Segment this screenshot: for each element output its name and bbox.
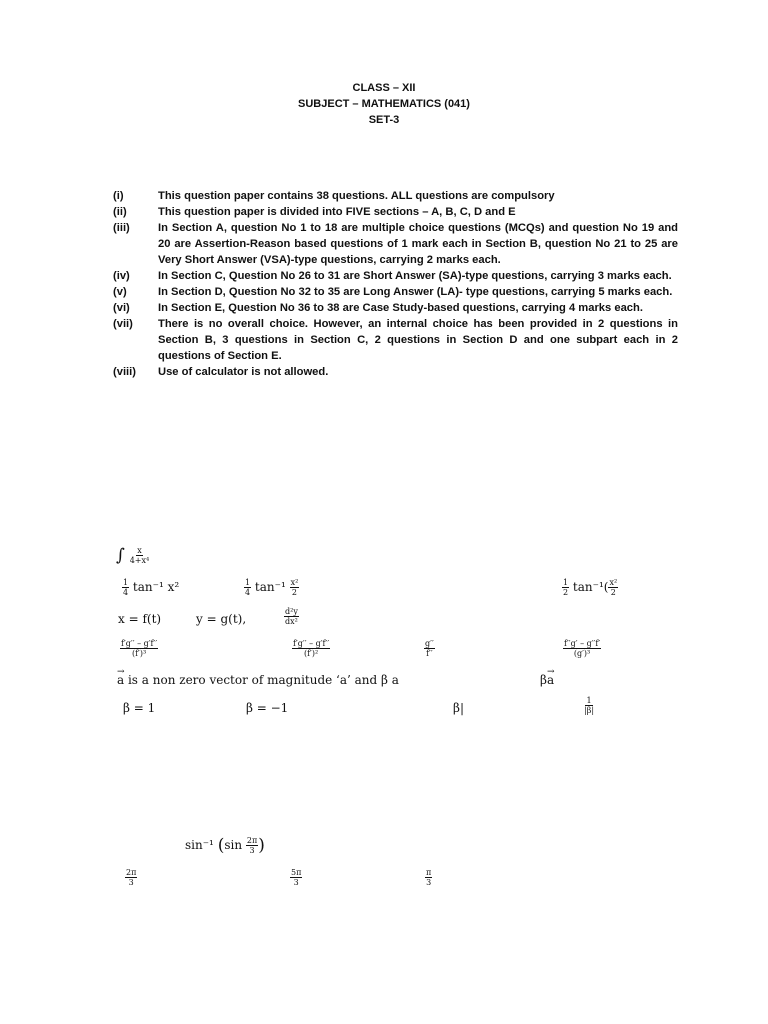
q2-option-a: $\frac{f'g'' - g'f''}{\text{(f′)³}}$ xyxy=(121,639,158,658)
q2-derivative: $\frac{\text{d²y}}{\text{dx²}}$ xyxy=(285,607,298,626)
q3-option-d: $\frac{1}{|\beta|}$ xyxy=(584,696,595,715)
vector-a: → a xyxy=(117,673,124,687)
q2-option-c: $\frac{g''}{f''}$ xyxy=(425,639,434,658)
header-set: SET-3 xyxy=(368,114,400,126)
instruction-item xyxy=(113,316,678,364)
instruction-text: In Section E, Question No 36 to 38 are Case Study-based questions, carrying 4 marks each. xyxy=(158,302,643,314)
instruction-number: (vi) xyxy=(113,302,130,314)
q1-option-b: $\frac{1}{4}$ tan⁻¹ $\frac{\text{x²}}{2}$ xyxy=(245,578,299,597)
q4-stem: sin⁻¹ (sin $\frac{2\pi}{3}$ ) xyxy=(185,835,265,856)
q1-stem xyxy=(116,546,150,565)
q3-option-b: β = −1 xyxy=(246,701,289,715)
instruction-number: (viii) xyxy=(113,366,136,378)
instruction-item xyxy=(113,220,678,268)
q1-option-d: $\frac{1}{2}$ tan⁻¹( $\frac{\text{x²}}{2}$ xyxy=(563,578,618,597)
q3-option-c: β| xyxy=(453,701,464,715)
instruction-text: In Section C, Question No 26 to 31 are Short Answer (SA)-type questions, carrying 3 marks each. xyxy=(158,270,672,282)
instruction-item xyxy=(113,300,678,316)
instruction-item xyxy=(113,188,678,204)
instruction-text: This question paper contains 38 questions. ALL questions are compulsory xyxy=(158,190,555,202)
header-subject: SUBJECT – MATHEMATICS (041) xyxy=(298,98,470,110)
header-class: CLASS – XII xyxy=(352,82,416,94)
q3-beta-a: β→ a xyxy=(540,673,554,687)
instruction-item xyxy=(113,284,678,300)
instruction-number: (ii) xyxy=(113,206,127,218)
instruction-item xyxy=(113,268,678,284)
instruction-text: Use of calculator is not allowed. xyxy=(158,366,329,378)
q3-stem: → a is a non zero vector of magnitude ‘a’ and β a xyxy=(117,673,399,687)
instruction-text: In Section D, Question No 32 to 35 are Long Answer (LA)- type questions, carrying 5 marks each. xyxy=(158,286,673,298)
instruction-text: In Section A, question No 1 to 18 are multiple choice questions (MCQs) and question No 19 and 20 are Assertion-Reason based questions of 1 mark each in Section B, question No 21 to 25 are Very Short Answer (VSA)-type questions, carrying 2 marks each. xyxy=(158,222,678,266)
instruction-item xyxy=(113,364,678,380)
instruction-item xyxy=(113,204,678,220)
q1-integrand: $\frac{x}{\text{4+x⁴}}$ xyxy=(129,546,150,565)
q4-option-a: $\frac{2\pi}{3}$ xyxy=(126,868,137,887)
q2-y-equation: y = g(t), xyxy=(196,612,247,626)
q2-option-d: $\frac{f''g' - g''f'}{\text{(g′)³}}$ xyxy=(564,639,601,658)
q4-option-b: $\frac{5\pi}{3}$ xyxy=(291,868,302,887)
instruction-number: (iii) xyxy=(113,222,130,234)
integral-sign: ∫ xyxy=(116,545,125,566)
q4-option-c: $\frac{\pi}{3}$ xyxy=(426,868,432,887)
q3-option-a: β = 1 xyxy=(123,701,156,715)
instruction-text: This question paper is divided into FIVE sections – A, B, C, D and E xyxy=(158,206,516,218)
q2-x-equation: x = f(t) xyxy=(118,612,162,626)
instruction-number: (iv) xyxy=(113,270,130,282)
instruction-number: (i) xyxy=(113,190,124,202)
instruction-number: (vii) xyxy=(113,318,133,330)
instructions-list xyxy=(113,188,678,380)
q2-option-b: $\frac{f'g'' - g'f''}{\text{(f′)²}}$ xyxy=(293,639,330,658)
q1-option-a: $\frac{1}{4}$ tan⁻¹ x² xyxy=(123,578,180,597)
instruction-text: There is no overall choice. However, an internal choice has been provided in 2 questions in Section B, 3 questions in Section C, 2 questions in Section D and one subpart each in 2 questions of Section E. xyxy=(158,318,678,362)
instruction-number: (v) xyxy=(113,286,127,298)
